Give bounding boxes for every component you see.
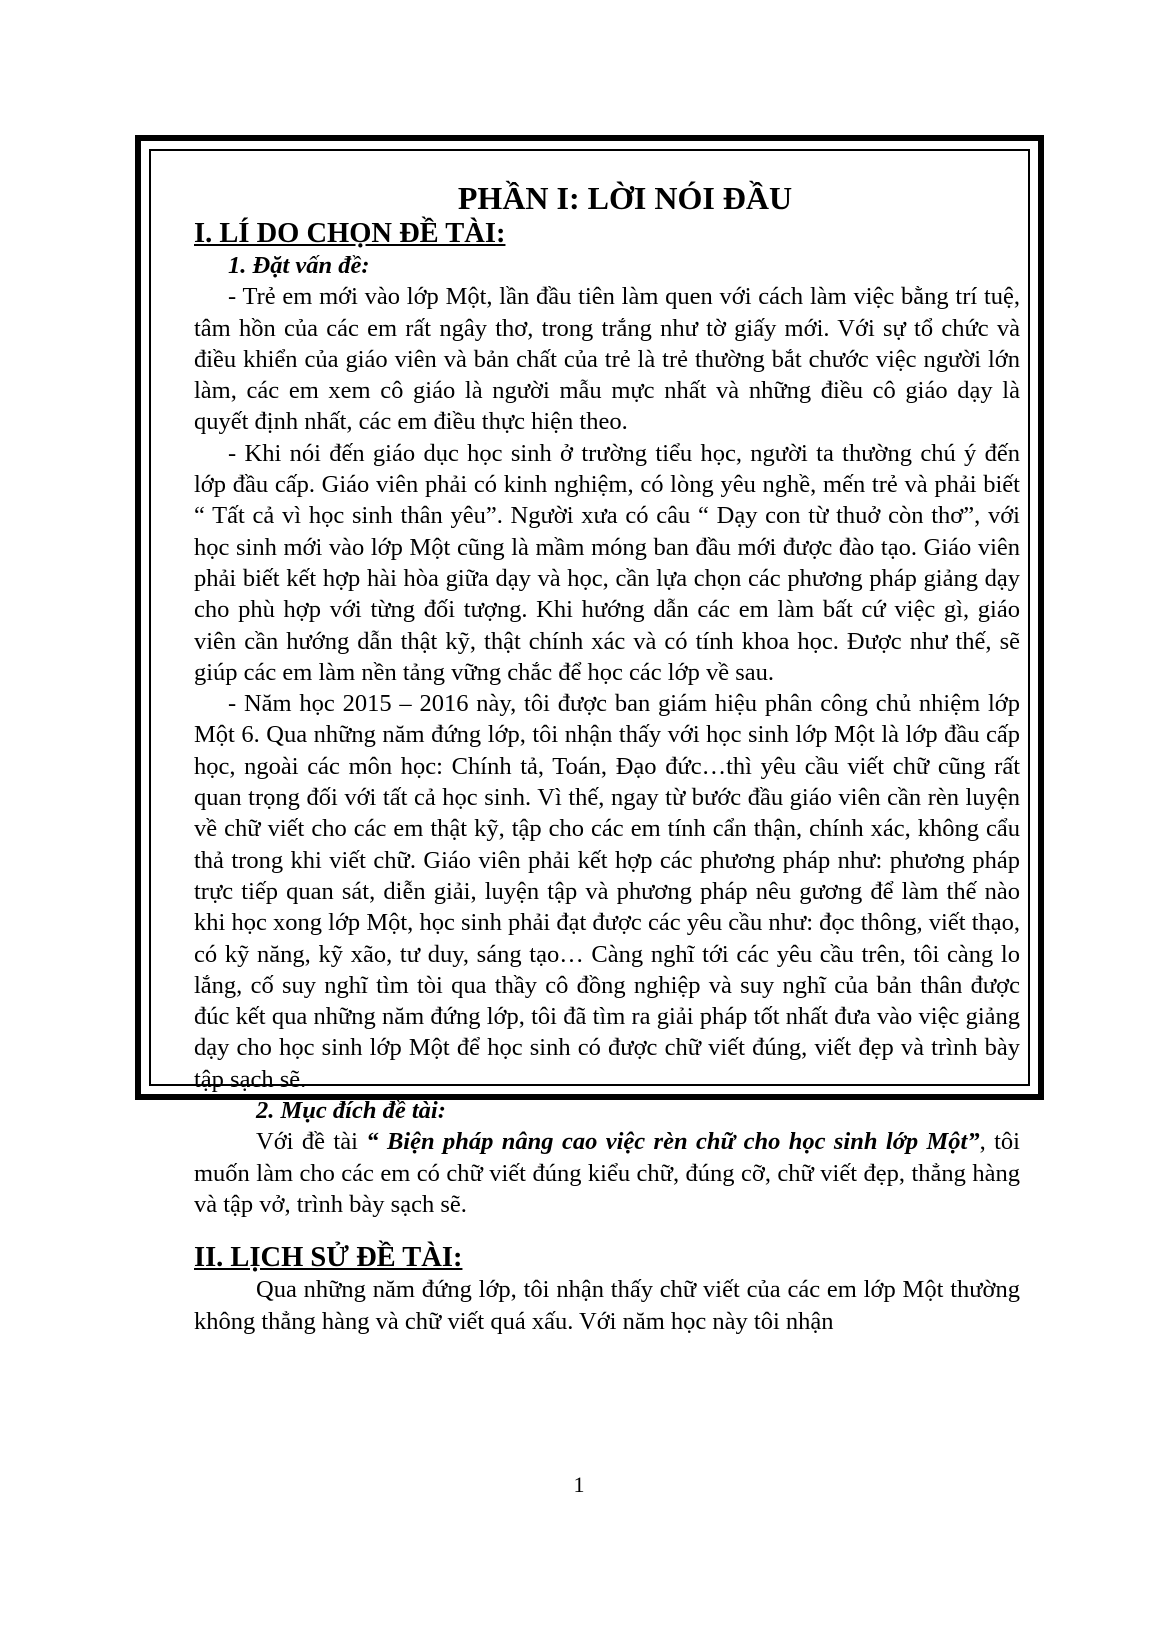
section-heading-reason: I. LÍ DO CHỌN ĐỀ TÀI:: [194, 218, 506, 249]
section-heading-history: II. LỊCH SỬ ĐỀ TÀI:: [194, 1242, 463, 1274]
page-number: 1: [573, 1472, 585, 1497]
purpose-topic-title: “ Biện pháp nâng cao việc rèn chữ cho học sinh lớp Một”: [366, 1128, 980, 1156]
paragraph-1: - Trẻ em mới vào lớp Một, lần đầu tiên làm quen với cách làm việc bằng trí tuệ, tâm hồn của các em rất ngây thơ, trong trắng như tờ giấy mới. Với sự tổ chức và điều khiển của giáo viên và bản chất của trẻ là trẻ thường bắt chước việc người lớn làm, các em xem cô giáo là người mẫu mực nhất và những điều cô giáo dạy là quyết định nhất, các em điều thực hiện theo.: [194, 283, 1020, 436]
purpose-suffix: , tôi muốn làm cho các em có chữ viết đúng kiểu chữ, đúng cỡ, chữ viết đẹp, thẳng hàng và tập vở, trình bày sạch sẽ.: [194, 1128, 1020, 1218]
paragraph-3: - Năm học 2015 – 2016 này, tôi được ban giám hiệu phân công chủ nhiệm lớp Một 6. Qua những năm đứng lớp, tôi nhận thấy với học sinh lớp Một là lớp đầu cấp học, ngoài các môn học: Chính tả, Toán, Đạo đức…thì yêu cầu viết chữ cũng rất quan trọng đối với tất cả học sinh. Vì thế, ngay từ bước đầu giáo viên cần rèn luyện về chữ viết cho các em thật kỹ, tập cho các em tính cẩn thận, chính xác, không cẩu thả trong khi viết chữ. Giáo viên phải kết hợp các phương pháp như: phương pháp trực tiếp quan sát, diễn giải, luyện tập và phương pháp nêu gương để làm thế nào khi học xong lớp Một, học sinh phải đạt được các yêu cầu như: đọc thông, viết thạo, có kỹ năng, kỹ xão, tư duy, sáng tạo… Càng nghĩ tới các yêu cầu trên, tôi càng lo lắng, cố suy nghĩ tìm tòi qua thầy cô đồng nghiệp và suy nghĩ của bản thân được đúc kết qua những năm đứng lớp, tôi đã tìm ra giải pháp tốt nhất đưa vào việc giảng dạy cho học sinh lớp Một để học sinh có được chữ viết đúng, viết đẹp và trình bày tập sạch sẽ.: [194, 690, 1020, 1093]
paragraph-history: Qua những năm đứng lớp, tôi nhận thấy chữ viết của các em lớp Một thường không thẳng hàng và chữ viết quá xấu. Với năm học này tôi nhận: [194, 1276, 1020, 1335]
purpose-prefix: Với đề tài: [256, 1128, 367, 1156]
paragraph-purpose: [194, 1126, 1020, 1220]
document-title: PHẦN I: LỜI NÓI ĐẦU: [457, 180, 793, 216]
document-content: [194, 178, 1020, 1337]
subheading-problem-statement: 1. Đặt vấn đề:: [228, 252, 370, 279]
paragraph-2: - Khi nói đến giáo dục học sinh ở trường tiểu học, người ta thường chú ý đến lớp đầu cấp. Giáo viên phải có kinh nghiệm, có lòng yêu nghề, mến trẻ và phải biết “ Tất cả vì học sinh thân yêu”. Người xưa có câu “ Dạy con từ thuở còn thơ”, với học sinh mới vào lớp Một cũng là mầm móng ban đầu mới được đào tạo. Giáo viên phải biết kết hợp hài hòa giữa dạy và học, cần lựa chọn các phương pháp giảng dạy cho phù hợp với từng đối tượng. Khi hướng dẫn các em làm bất cứ việc gì, giáo viên cần hướng dẫn thật kỹ, thật chính xác và có tính khoa học. Được như thế, sẽ giúp các em làm nền tảng vững chắc để học các lớp về sau.: [194, 439, 1020, 686]
subheading-purpose: 2. Mục đích đề tài:: [256, 1097, 446, 1125]
